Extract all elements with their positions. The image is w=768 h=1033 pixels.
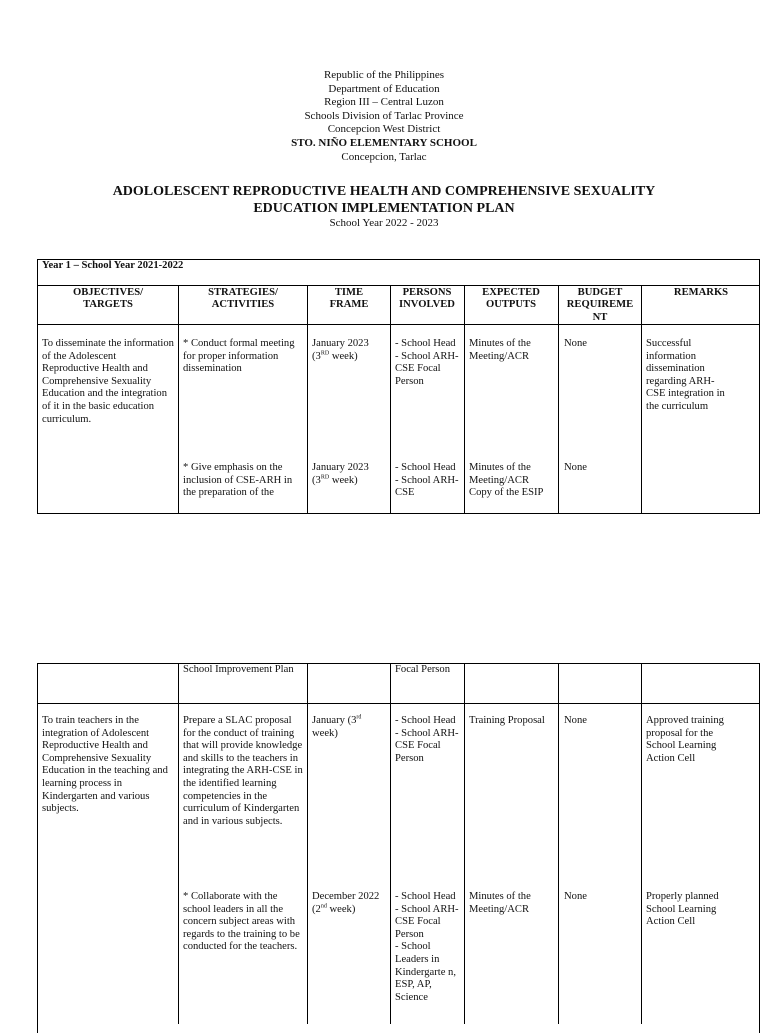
school-year-subtitle: School Year 2022 - 2023 — [329, 217, 439, 229]
column-header-remarks: REMARKS — [673, 287, 729, 298]
row4-outputs: Minutes of the Meeting/ACR — [469, 891, 531, 915]
row1-remarks: Successful information dissemination regarding ARH-CSE integration in the curriculum — [646, 338, 725, 412]
row3-time-text: January (3 — [312, 715, 357, 726]
year-header: Year 1 – School Year 2021-2022 — [42, 260, 184, 271]
document-title — [60, 183, 708, 217]
row3-strategy: Prepare a SLAC proposal for the conduct of training that will provide knowledge and skills to the teachers in integrating the ARH-CSE in the identified learning competencies in the curriculum of Kindergarten and in various subjects. — [183, 715, 303, 827]
table-divider — [37, 285, 760, 286]
row4-persons: - School Head - School ARH-CSE Focal Person - School Leaders in Kindergarte n, ESP, AP, Science — [395, 891, 459, 1003]
cont-strategy: School Improvement Plan — [183, 664, 294, 675]
row3-budget: None — [564, 715, 587, 726]
document-title-line1: ADOLOLESCENT REPRODUCTIVE HEALTH AND COMPREHENSIVE SEXUALITY — [112, 184, 656, 199]
table-divider — [307, 285, 308, 514]
letterhead-school-name: STO. NIÑO ELEMENTARY SCHOOL — [291, 136, 477, 149]
row4-time-suffix: week) — [326, 903, 356, 915]
letterhead-address: Concepcion, Tarlac — [341, 150, 427, 163]
table-divider — [178, 663, 179, 1024]
table-divider — [558, 663, 559, 1024]
table-divider — [641, 285, 642, 514]
table-divider — [178, 285, 179, 514]
document-title-line2: EDUCATION IMPLEMENTATION PLAN — [253, 201, 515, 216]
row1-time-text: January 2023 (3 — [312, 338, 369, 362]
row3-time-frame — [312, 715, 386, 740]
letterhead-region: Region III – Central Luzon — [324, 96, 444, 109]
row3-remarks: Approved training proposal for the School Learning Action Cell — [646, 715, 724, 764]
row3-time-superscript: rd — [356, 714, 362, 721]
letterhead-republic: Republic of the Philippines — [323, 69, 445, 81]
row2-strategy: * Give emphasis on the inclusion of CSE-ARH in the preparation of the — [183, 462, 293, 499]
row1-time-suffix: week) — [329, 350, 358, 362]
table-divider — [464, 285, 465, 514]
row2-time-suffix: week) — [329, 474, 358, 486]
column-header-time-frame: TIME FRAME — [329, 287, 369, 311]
row2-outputs: Minutes of the Meeting/ACR Copy of the ESIP — [469, 462, 544, 499]
row1-strategy: * Conduct formal meeting for proper information dissemination — [183, 338, 295, 375]
column-header-objectives: OBJECTIVES/ TARGETS — [72, 287, 144, 311]
row4-time-superscript: nd — [320, 903, 327, 910]
column-header-budget: BUDGET REQUIREME NT — [566, 287, 634, 323]
row1-objective: To disseminate the information of the Adolescent Reproductive Health and Comprehensive Sexuality Education and the integration of it in the basic education curriculum. — [42, 338, 174, 425]
row1-persons: - School Head - School ARH-CSE Focal Person — [395, 338, 459, 387]
row3-time-suffix: week) — [312, 727, 338, 739]
row2-time-text: January 2023 (3 — [312, 462, 369, 486]
row3-objective: To train teachers in the integration of Adolescent Reproductive Health and Comprehensive Sexuality Education in the teaching and learning process in Kindergarten and various subjects. — [42, 715, 168, 815]
table-divider — [307, 663, 308, 1024]
letterhead — [0, 69, 768, 164]
row4-time-frame — [312, 891, 386, 916]
column-header-persons: PERSONS INVOLVED — [399, 287, 455, 311]
row1-time-superscript: RD — [320, 350, 330, 357]
table-divider — [37, 703, 760, 704]
letterhead-division: Schools Division of Tarlac Province — [304, 109, 464, 122]
table-divider — [641, 663, 642, 1024]
row4-remarks: Properly planned School Learning Action Cell — [646, 891, 719, 928]
column-header-outputs: EXPECTED OUTPUTS — [482, 287, 540, 311]
column-header-strategies: STRATEGIES/ ACTIVITIES — [208, 287, 278, 311]
table-divider — [390, 285, 391, 514]
table-divider — [558, 285, 559, 514]
row1-time-frame — [312, 338, 386, 363]
row2-budget: None — [564, 462, 587, 473]
row2-persons: - School Head - School ARH-CSE — [395, 462, 459, 499]
letterhead-district: Concepcion West District — [327, 123, 441, 136]
table-divider — [464, 663, 465, 1024]
letterhead-department: Department of Education — [328, 82, 440, 95]
table-divider — [37, 324, 760, 325]
row4-time-text: December 2022 (2 — [312, 891, 380, 915]
row1-budget: None — [564, 338, 587, 349]
row1-outputs: Minutes of the Meeting/ACR — [469, 338, 531, 362]
row4-strategy: * Collaborate with the school leaders in all the concern subject areas with regards to the training to be conducted for the teachers. — [183, 891, 300, 953]
row4-budget: None — [564, 891, 587, 902]
row3-outputs: Training Proposal — [469, 715, 545, 726]
row2-time-frame — [312, 462, 386, 487]
row2-time-superscript: RD — [320, 474, 330, 481]
cont-persons: Focal Person — [395, 664, 451, 675]
row3-persons: - School Head - School ARH-CSE Focal Person — [395, 715, 459, 764]
table-divider — [390, 663, 391, 1024]
